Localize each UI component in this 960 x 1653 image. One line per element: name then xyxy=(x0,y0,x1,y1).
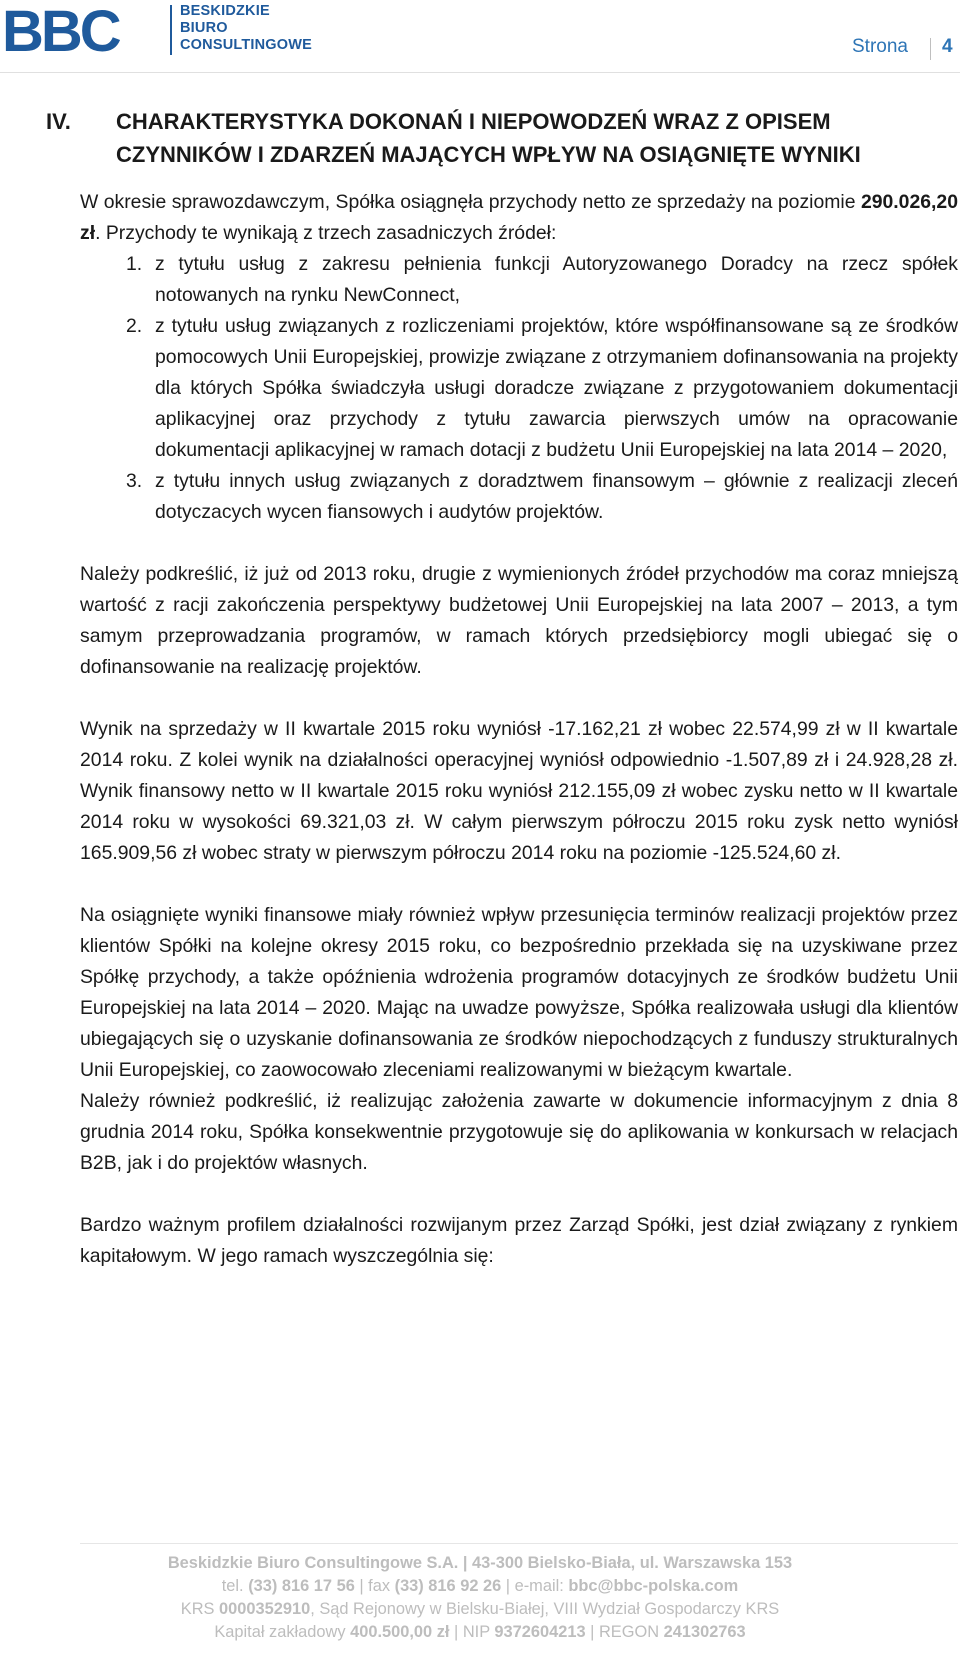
page-number: 4 xyxy=(942,36,953,57)
list-item-text: z tytułu usług z zakresu pełnienia funkcji Autoryzowanego Doradcy na rzecz spółek notowanych na rynku NewConnect, xyxy=(155,253,958,306)
list-item-number: 3. xyxy=(126,470,143,492)
footer-contact xyxy=(0,1575,960,1598)
list-item-number: 1. xyxy=(126,253,143,275)
logo-word-3: CONSULTINGOWE xyxy=(180,37,313,53)
paragraph-financial-results: Wynik na sprzedaży w II kwartale 2015 roku wyniósł -17.162,21 zł wobec 22.574,99 zł w II kwartale 2014 roku. Z kolei wynik na działalności operacyjnej wyniósł odpowiednio -1.507,89 zł i 24.928,28 zł. Wynik finansowy netto w II kwartale 2015 roku wyniósł 212.155,09 zł wobec zysku netto w II kwartale 2014 roku w wysokości 69.321,03 zł. W całym pierwszym półroczu 2015 roku zysk netto wyniósł 165.909,56 zł wobec straty w pierwszym półroczu 2014 roku na poziomie -125.524,60 zł. xyxy=(80,718,958,864)
fax-number: (33) 816 92 26 xyxy=(394,1577,502,1595)
footer-registry xyxy=(0,1598,960,1621)
capital-amount: 400.500,00 zł xyxy=(350,1623,450,1641)
page-number-divider xyxy=(930,38,931,60)
logo-word-2: BIURO xyxy=(180,20,228,36)
regon-number: 241302763 xyxy=(663,1623,746,1641)
revenue-sources-list xyxy=(80,249,958,528)
krs-label: KRS xyxy=(180,1600,220,1618)
email-label: | e-mail: xyxy=(501,1577,569,1595)
nip-number: 9372604213 xyxy=(494,1623,586,1641)
tel-number: (33) 816 17 56 xyxy=(248,1577,355,1595)
section-title: CHARAKTERYSTYKA DOKONAŃ I NIEPOWODZEŃ WRAZ Z OPISEM CZYNNIKÓW I ZDARZEŃ MAJĄCYCH WPŁYW NA OSIĄGNIĘTE WYNIKI xyxy=(116,109,861,167)
fax-label: | fax xyxy=(354,1577,395,1595)
logo-letters: BBC xyxy=(2,2,119,58)
list-item xyxy=(80,249,958,311)
document-body xyxy=(46,105,958,1272)
page-footer xyxy=(0,1552,960,1644)
regon-label: | REGON xyxy=(585,1623,664,1641)
krs-number: 0000352910 xyxy=(219,1600,311,1618)
intro-text-before: W okresie sprawozdawczym, Spółka osiągnęła przychody netto ze sprzedaży na poziomie xyxy=(80,191,861,213)
section-number: IV. xyxy=(46,109,71,134)
list-item-text: z tytułu usług związanych z rozliczeniami projektów, które współfinansowane są ze środków pomocowych Unii Europejskiej, prowizje związane z otrzymaniem dofinansowania na projekty dla których Spółka świadczyła usługi doradcze związane z przygotowaniem dokumentacji aplikacyjnej oraz przychody z tytułu zawarcia pierwszych umów na opracowanie dokumentacji aplikacyjnej w ramach dotacji z budżetu Unii Europejskiej na lata 2014 – 2020, xyxy=(155,315,958,461)
logo-divider xyxy=(170,5,172,55)
page-label: Strona xyxy=(852,36,908,57)
footer-rule xyxy=(80,1543,958,1544)
court-info: , Sąd Rejonowy w Bielsku-Białej, VIII Wydział Gospodarczy KRS xyxy=(310,1600,780,1618)
list-item-number: 2. xyxy=(126,315,143,337)
paragraph-capital-market: Bardzo ważnym profilem działalności rozwijanym przez Zarząd Spółki, jest dział związany z rynkiem kapitałowym. W jego ramach wyszczególnia się: xyxy=(80,1214,958,1267)
paragraph-project-delays: Na osiągnięte wyniki finansowe miały również wpływ przesunięcia terminów realizacji projektów przez klientów Spółki na kolejne okresy 2015 roku, co bezpośrednio przekłada się na uzyskiwane przez Spółkę przychody, a także opóźnienia wdrożenia programów dotacyjnych ze środków budżetu Unii Europejskiej na lata 2014 – 2020. Mając na uwadze powyższe, Spółka realizowała usługi dla klientów ubiegających się o uzyskanie dofinansowania ze środków niepochodzących z funduszy strukturalnych Unii Europejskiej, co zaowocowało zleceniami realizowanymi w bieżącym kwartale. xyxy=(80,904,958,1081)
nip-label: | NIP xyxy=(449,1623,495,1641)
tel-label: tel. xyxy=(221,1577,244,1595)
intro-paragraph xyxy=(80,187,958,249)
email-address: bbc@bbc-polska.com xyxy=(568,1577,739,1595)
intro-text-after: . Przychody te wynikają z trzech zasadniczych źródeł: xyxy=(95,222,557,244)
footer-address: Beskidzkie Biuro Consultingowe S.A. | 43-300 Bielsko-Biała, ul. Warszawska 153 xyxy=(167,1554,793,1572)
revenue-amount: 290.026,20 zł xyxy=(80,191,958,244)
list-item xyxy=(80,311,958,466)
header-rule xyxy=(0,72,960,73)
section-heading xyxy=(46,105,958,171)
page-header xyxy=(0,0,960,70)
capital-label: Kapitał zakładowy xyxy=(214,1623,351,1641)
footer-capital xyxy=(0,1621,960,1644)
paragraph-b2b: Należy również podkreślić, iż realizując założenia zawarte w dokumencie informacyjnym z dnia 8 grudnia 2014 roku, Spółka konsekwentnie przygotowuje się do aplikowania w konkursach w relacjach B2B, jak i do projektów własnych. xyxy=(80,1090,958,1174)
paragraph-2013-decline: Należy podkreślić, iż już od 2013 roku, drugie z wymienionych źródeł przychodów ma coraz mniejszą wartość z racji zakończenia perspektywy budżetowej Unii Europejskiej na lata 2007 – 2013, a tym samym przeprowadzania programów, w ramach których przedsiębiorcy mogli ubiegać się o dofinansowanie na realizację projektów. xyxy=(80,563,958,678)
list-item-text: z tytułu innych usług związanych z doradztwem finansowym – głównie z realizacji zleceń dotyczacych wycen fiansowych i audytów projektów. xyxy=(155,470,958,523)
logo-word-1: BESKIDZKIE xyxy=(180,3,270,19)
list-item xyxy=(80,466,958,528)
